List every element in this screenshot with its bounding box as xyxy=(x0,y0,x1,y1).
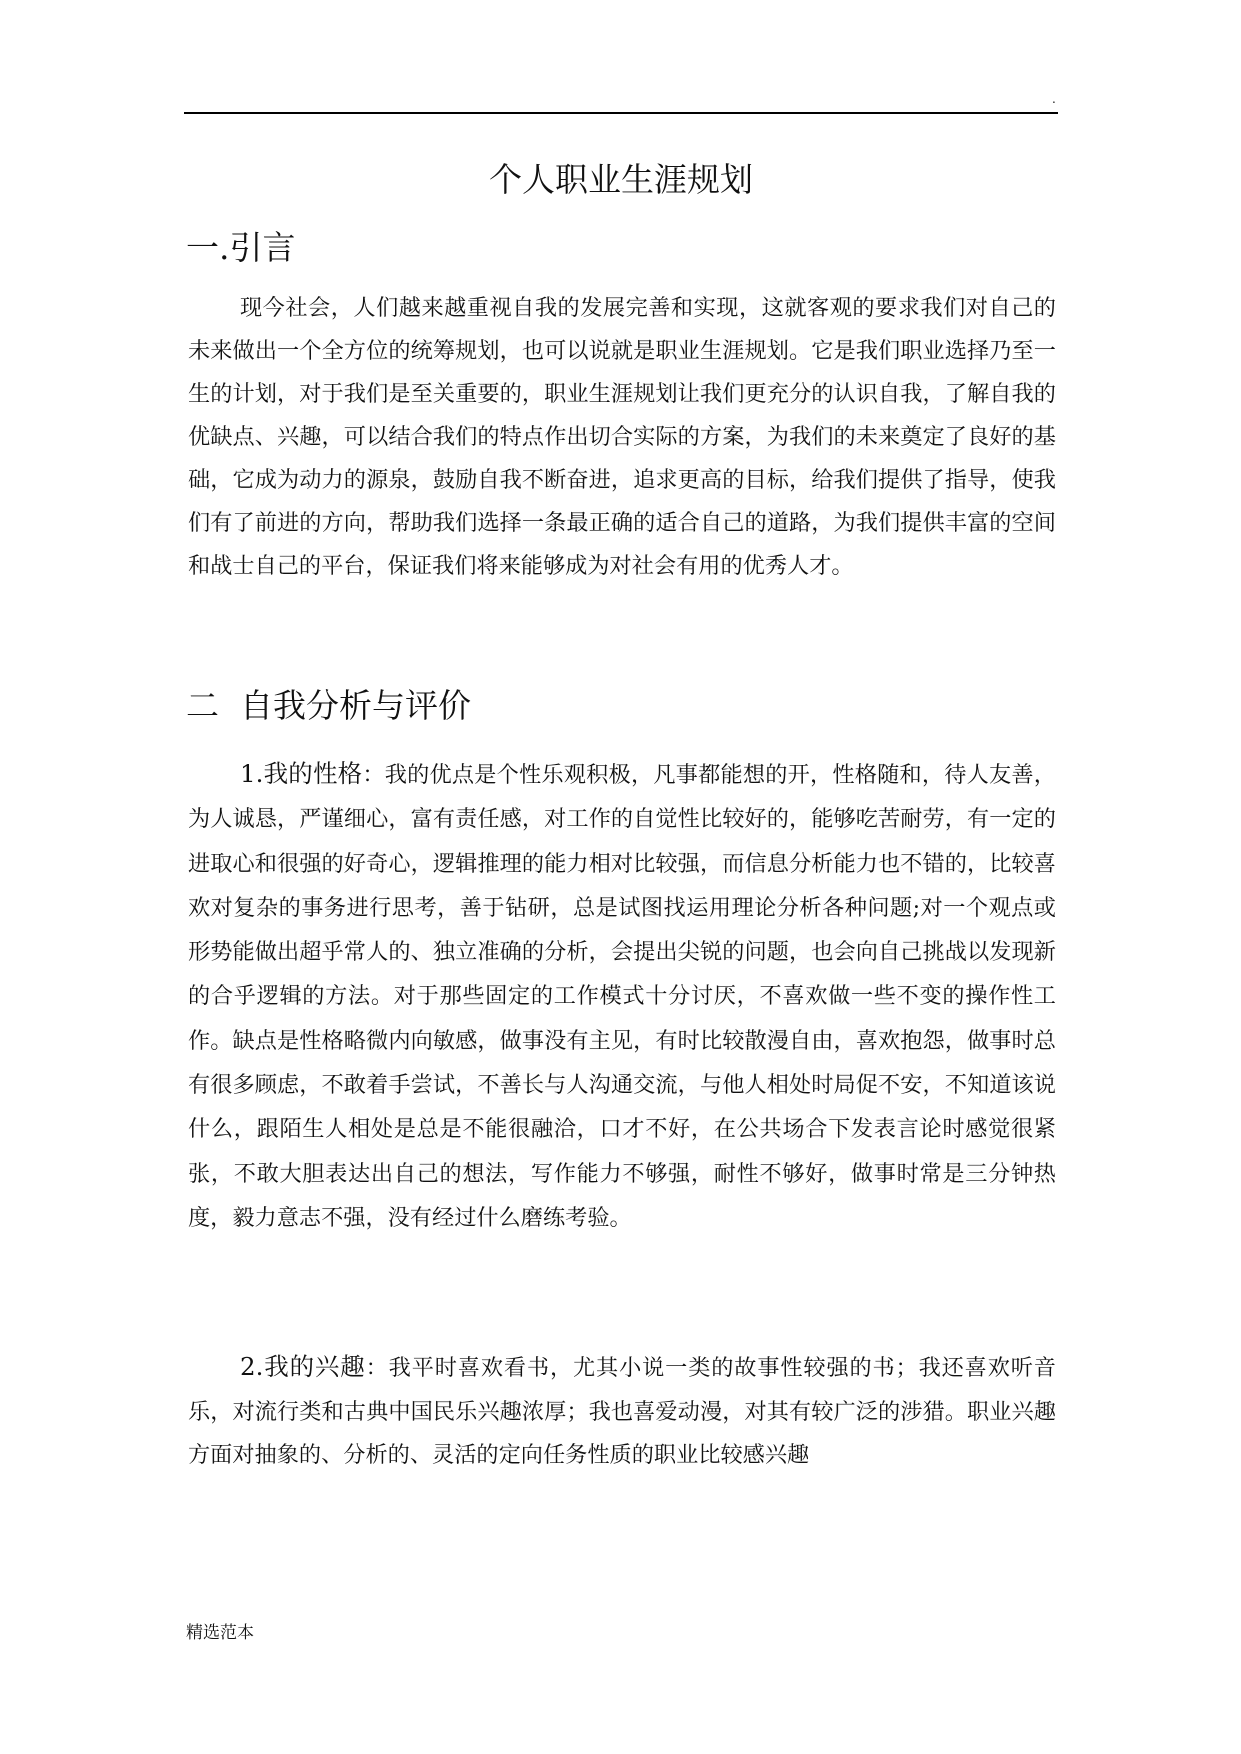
paragraph-lead-personality: 1.我的性格 xyxy=(240,759,363,788)
header-mark: . xyxy=(1052,92,1056,106)
header-rule xyxy=(184,112,1058,114)
paragraph-personality xyxy=(188,752,1056,1240)
paragraph-introduction xyxy=(188,287,1056,588)
section-heading-introduction: 一.引言 xyxy=(186,228,296,267)
paragraph-text: 现今社会，人们越来越重视自我的发展完善和实现，这就客观的要求我们对自己的未来做出一个全方位的统筹规划，也可以说就是职业生涯规划。它是我们职业选择乃至一生的计划，对于我们是至关重要的，职业生涯规划让我们更充分的认识自我，了解自我的优缺点、兴趣，可以结合我们的特点作出切合实际的方案，为我们的未来奠定了良好的基础，它成为动力的源泉，鼓励自我不断奋进，追求更高的目标，给我们提供了指导，使我们有了前进的方向，帮助我们选择一条最正确的适合自己的道路，为我们提供丰富的空间和战士自己的平台，保证我们将来能够成为对社会有用的优秀人才。 xyxy=(188,295,1056,579)
paragraph-lead-interest: 2.我的兴趣 xyxy=(240,1352,366,1381)
document-title: 个人职业生涯规划 xyxy=(489,160,753,199)
paragraph-text: ：我平时喜欢看书，尤其小说一类的故事性较强的书；我还喜欢听音乐，对流行类和古典中国民乐兴趣浓厚；我也喜爱动漫，对其有较广泛的涉猎。职业兴趣方面对抽象的、分析的、灵活的定向任务性质的职业比较感兴趣 xyxy=(188,1355,1056,1468)
footer-label: 精选范本 xyxy=(186,1623,254,1643)
paragraph-text: ：我的优点是个性乐观积极，凡事都能想的开，性格随和，待人友善，为人诚恳，严谨细心，富有责任感，对工作的自觉性比较好的，能够吃苦耐劳，有一定的进取心和很强的好奇心，逻辑推理的能力相对比较强，而信息分析能力也不错的，比较喜欢对复杂的事务进行思考，善于钻研，总是试图找运用理论分析各种问题;对一个观点或形势能做出超乎常人的、独立准确的分析，会提出尖锐的问题，也会向自己挑战以发现新的合乎逻辑的方法。对于那些固定的工作模式十分讨厌，不喜欢做一些不变的操作性工作。缺点是性格略微内向敏感，做事没有主见，有时比较散漫自由，喜欢抱怨，做事时总有很多顾虑，不敢着手尝试，不善长与人沟通交流，与他人相处时局促不安，不知道该说什么，跟陌生人相处是总是不能很融洽，口才不好，在公共场合下发表言论时感觉很紧张，不敢大胆表达出自己的想法，写作能力不够强，耐性不够好，做事时常是三分钟热度，毅力意志不强，没有经过什么磨练考验。 xyxy=(188,762,1056,1231)
paragraph-interest xyxy=(188,1345,1056,1478)
section-heading-self-analysis: 二 自我分析与评价 xyxy=(186,686,471,725)
